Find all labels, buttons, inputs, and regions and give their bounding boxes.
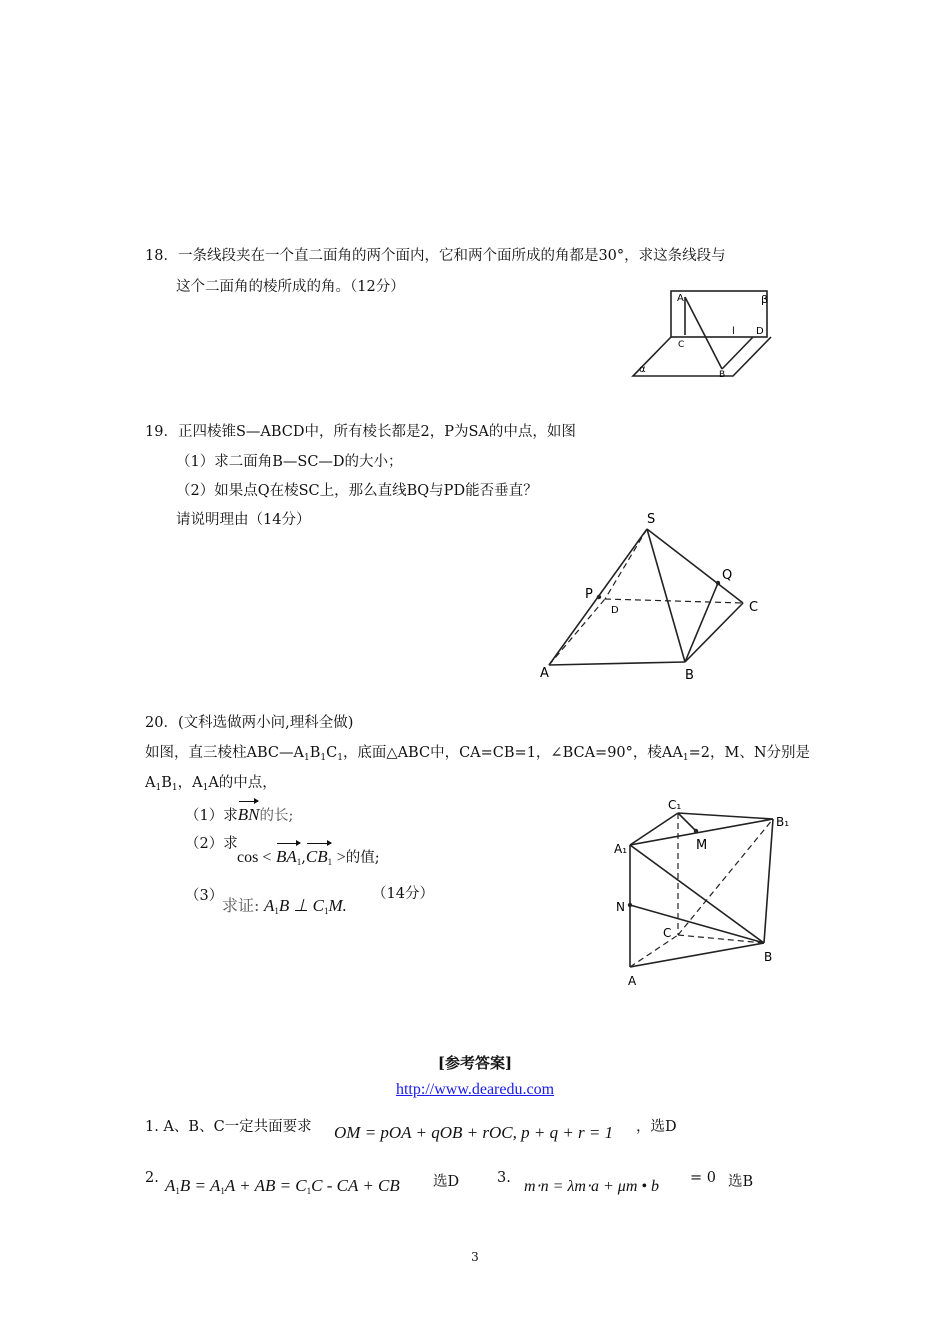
answer-3-eq: = 0	[690, 1170, 716, 1186]
label-M: M	[696, 838, 708, 853]
answer-3-choice: 选B	[728, 1174, 754, 1190]
answer-3-number: 3.	[497, 1170, 511, 1186]
edge-C1B1	[678, 813, 773, 819]
label-D: D	[611, 605, 619, 616]
q20-part3-score: （14分）	[372, 886, 434, 902]
edge-BC	[685, 603, 743, 662]
label-A: A	[628, 974, 637, 988]
dearedu-link[interactable]: http://www.dearedu.com	[395, 1081, 555, 1098]
q20-part3-label: （3）	[185, 888, 224, 904]
q20-prism-figure	[608, 795, 798, 995]
q19-line2: （1）求二面角B—SC—D的大小；	[176, 454, 403, 470]
segment-CB1	[678, 819, 773, 935]
label-S: S	[647, 512, 656, 527]
edge-DC	[605, 599, 743, 603]
label-l: l	[732, 326, 735, 337]
label-B: B	[764, 950, 773, 964]
q19-line1: 19．正四棱锥S—ABCD中，所有棱长都是2，P为SA的中点，如图	[145, 424, 576, 440]
answer-2-formula: $A_1B = A_1A$ + AB = $C_1C$ - CA + CB	[165, 1176, 400, 1196]
edge-SB	[647, 529, 685, 662]
label-alpha: α	[639, 364, 646, 375]
q20-part2-label: （2）求	[185, 836, 238, 852]
label-C: C	[749, 600, 759, 615]
label-A1: A₁	[614, 842, 628, 856]
q18-line1: 18．一条线段夹在一个直二面角的两个面内，它和两个面所成的角都是30°，求这条线段与	[145, 248, 726, 264]
vector-CB1: $CB_1$	[306, 843, 332, 867]
edge-SD	[605, 529, 647, 599]
page-number: 3	[471, 1250, 479, 1264]
vector-BA1: $BA_1$	[276, 843, 301, 867]
answer-1-choice: ，选D	[636, 1119, 677, 1135]
q18-figure	[625, 283, 785, 383]
q18-line2: 这个二面角的棱所成的角。（12分）	[176, 279, 405, 295]
segment-C1M	[678, 813, 696, 831]
label-A: A	[540, 666, 549, 681]
q20-part2-formula: $\cos < BA_1,CB_1$ >的值;	[237, 843, 380, 867]
edge-BB1	[764, 819, 773, 943]
edge-AB	[630, 943, 764, 967]
edge-AD	[549, 599, 605, 665]
label-P: P	[585, 587, 593, 602]
label-C: C	[663, 926, 672, 940]
edge-AB	[549, 662, 685, 665]
q19-line3: （2）如果点Q在棱SC上，那么直线BQ与PD能否垂直？	[176, 483, 538, 499]
answer-3-formula: m⋅n = λm⋅a + μm • b	[524, 1178, 659, 1195]
q20-line1: 20．(文科选做两小问,理科全做)	[145, 715, 354, 731]
answer-2-choice: 选D	[433, 1174, 460, 1190]
vector-BN: BN	[238, 801, 260, 825]
segment-AB	[685, 297, 722, 369]
q19-pyramid-figure	[535, 505, 775, 685]
label-A: A	[677, 293, 684, 304]
segment-NB	[630, 905, 764, 943]
q20-line2: 如图，直三棱柱$ABC—A_1B_1C_1$，底面△ABC中，CA=CB=1，∠BCA=90°，棱$AA_1=2$，M、N分别是	[145, 745, 811, 763]
segment-BD	[722, 337, 753, 369]
answer-1-label: 1. A、B、C一定共面要求	[145, 1119, 312, 1135]
q19-line4: 请说明理由（14分）	[176, 512, 311, 528]
alpha-plane	[633, 337, 771, 376]
q20-part3-formula: 求证: $A_1B$ ⊥ $C_1M$.	[222, 896, 347, 916]
label-N: N	[616, 900, 625, 914]
segment-A1B	[630, 845, 764, 943]
segment-BQ	[685, 583, 718, 662]
answer-2-number: 2.	[145, 1170, 159, 1186]
label-C1: C₁	[668, 798, 682, 812]
answers-title: [参考答案]	[437, 1054, 513, 1072]
label-B: B	[685, 668, 694, 683]
q20-part1: （1）求BN的长;	[185, 801, 293, 825]
edge-SC	[647, 529, 743, 603]
label-B: B	[719, 370, 726, 380]
label-C: C	[678, 340, 685, 350]
label-Q: Q	[722, 568, 733, 583]
q20-line3: $A_1B_1$，$A_1A$的中点，	[145, 775, 277, 793]
label-beta: β	[761, 293, 769, 306]
answer-1-formula: OM = pOA + qOB + rOC, p + q + r = 1	[334, 1123, 614, 1142]
label-B1: B₁	[776, 815, 790, 829]
label-D: D	[756, 326, 764, 337]
